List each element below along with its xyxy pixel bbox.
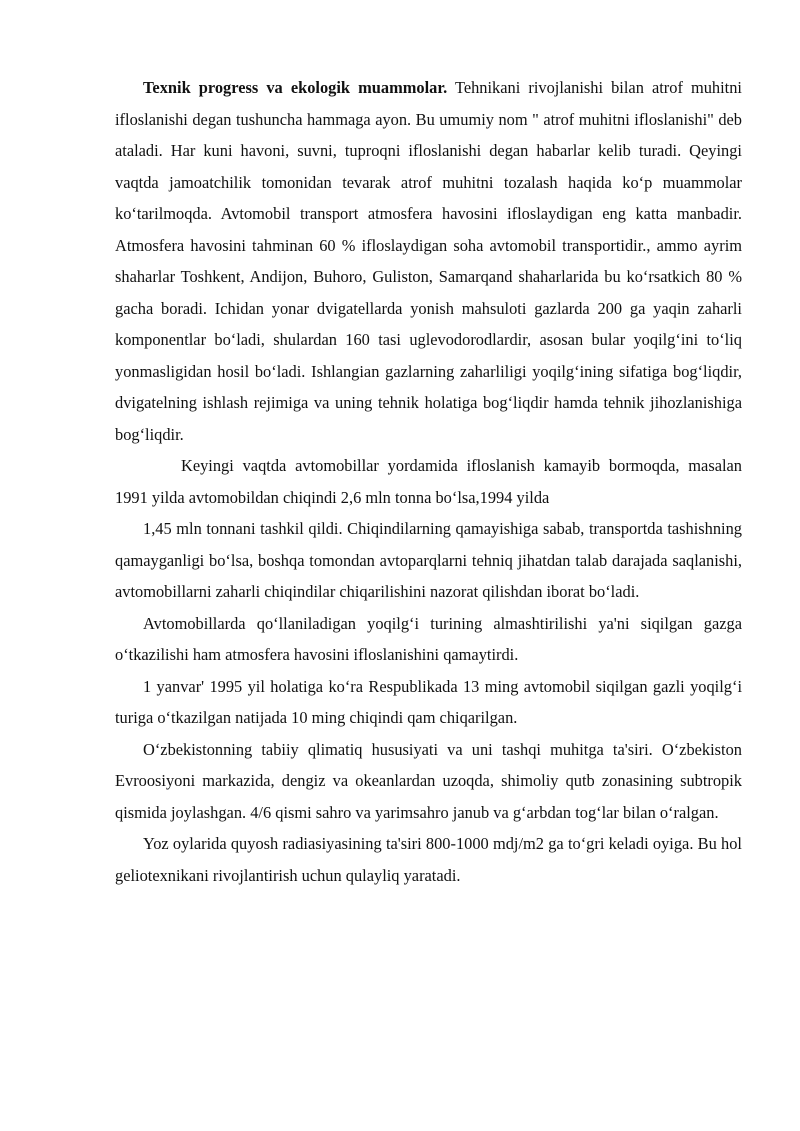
paragraph-1 bbox=[115, 72, 742, 450]
paragraph-6: Oʻzbekistonning tabiiy qlimatiq hususiyati va uni tashqi muhitga ta'siri. Oʻzbekiston Evroosiyoni markazida, dengiz va okeanlardan uzoqda, shimoliy qutb zonasining subtropik qismida joylashgan. 4/6 qismi sahro va yarimsahro janub va gʻarbdan togʻlar bilan oʻralgan. bbox=[115, 739, 742, 822]
paragraph-7: Yoz oylarida quyosh radiasiyasining ta'siri 800-1000 mdj/m2 ga toʻgri keladi oyiga. Bu hol geliotexnikani rivojlantirish uchun qulayliq yaratadi. bbox=[115, 834, 742, 885]
document-page bbox=[115, 72, 742, 891]
paragraph-5: 1 yanvar' 1995 yil holatiga koʻra Respublikada 13 ming avtomobil siqilgan gazli yoqilgʻi turiga oʻtkazilgan natijada 10 ming chiqindi qam chiqarilgan. bbox=[115, 676, 742, 727]
paragraph-2: Keyingi vaqtda avtomobillar yordamida ifloslanish kamayib bormoqda, masalan 1991 yilda avtomobildan chiqindi 2,6 mln tonna boʻlsa,1994 yilda bbox=[115, 456, 742, 507]
paragraph-4: Avtomobillarda qoʻllaniladigan yoqilgʻi turining almashtirilishi ya'ni siqilgan gazga oʻtkazilishi ham atmosfera havosini ifloslanishini qamaytirdi. bbox=[115, 613, 742, 664]
paragraph-3: 1,45 mln tonnani tashkil qildi. Chiqindilarning qamayishiga sabab, transportda tashishning qamayganligi boʻlsa, boshqa tomondan avtoparqlarni tehniq jihatdan talab darajada saqlanishi, avtomobillarni zaharli chiqindilar chiqarilishini nazorat qilishdan iborat boʻladi. bbox=[115, 519, 742, 601]
section-title: Texnik progress va ekologik muammolar. bbox=[143, 78, 448, 97]
paragraph-1-text: Tehnikani rivojlanishi bilan atrof muhitni ifloslanishi degan tushuncha hammaga ayon. Bu umumiy nom " atrof muhitni ifloslanishi" deb ataladi. Har kuni havoni, suvni, tuproqni ifloslanishi degan habarlar kelib turadi. Qeyingi vaqtda jamoatchilik tomonidan tevarak atrof muhitni tozalash haqida koʻp muammolar koʻtarilmoqda. Avtomobil transport atmosfera havosini ifloslaydigan eng katta manbadir. Atmosfera havosini tahminan 60 % ifloslaydigan soha avtomobil transportidir., ammo ayrim shaharlar Toshkent, Andijon, Buhoro, Guliston, Samarqand shaharlarida bu koʻrsatkich 80 % gacha boradi. Ichidan yonar dvigatellarda yonish mahsuloti gazlarda 200 ga yaqin zaharli komponentlar boʻladi, shulardan 160 tasi uglevodorodlardir, asosan bular yoqilgʻini toʻliq yonmasligidan hosil boʻladi. Ishlangian gazlarning zaharliligi yoqilgʻining sifatiga bogʻliqdir, dvigatelning ishlash rejimiga va uning tehnik holatiga bogʻliqdir hamda tehnik jihozlanishiga bogʻliqdir. bbox=[115, 78, 742, 444]
